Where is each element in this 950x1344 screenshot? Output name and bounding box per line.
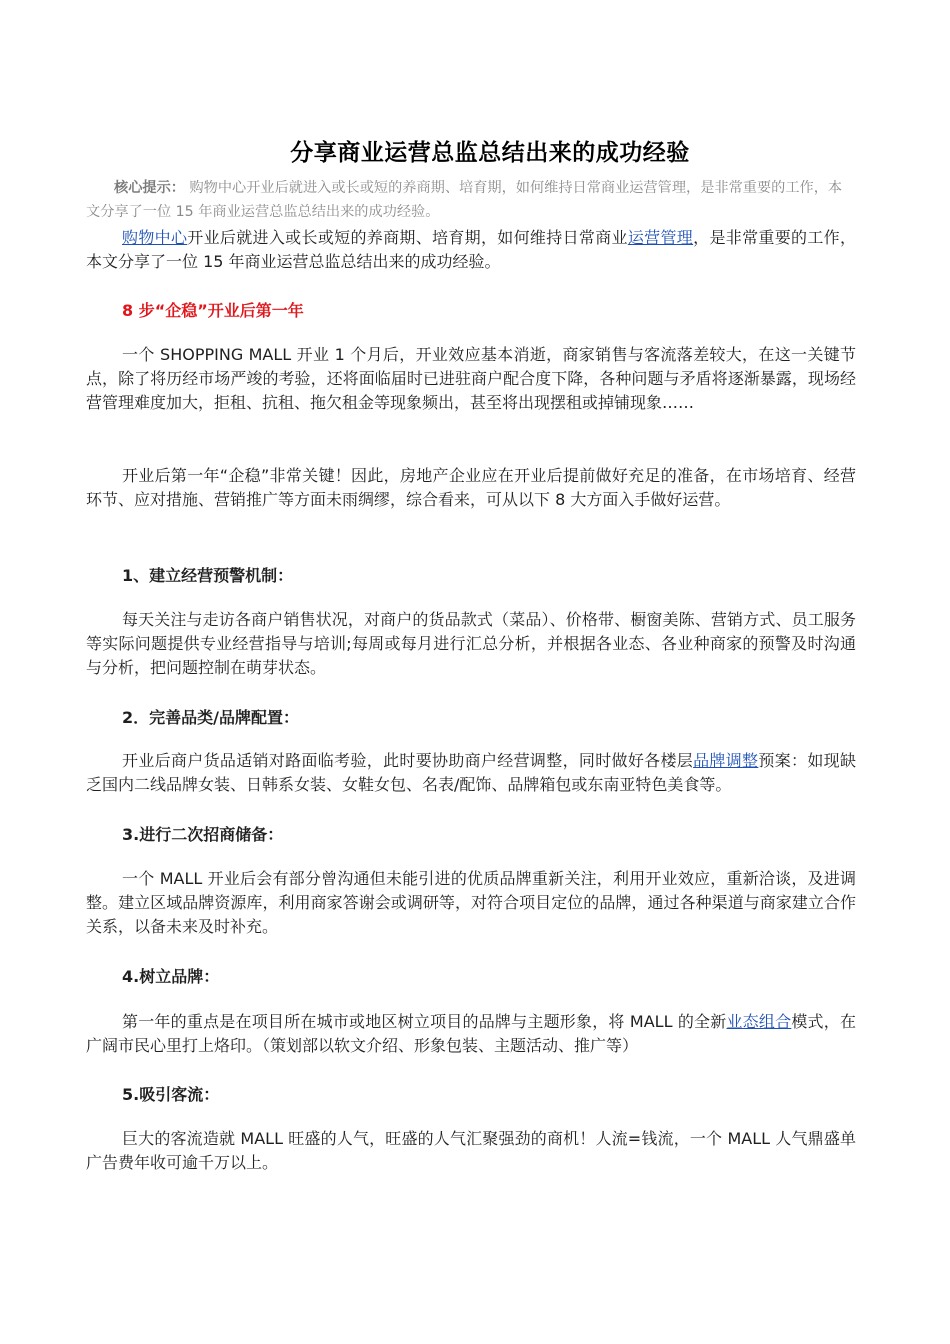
intro-text-part2: ，是非常重要的工作，本文分享了一位 15 年商业运营总监总结出来的成功经验。 <box>86 228 856 271</box>
paragraph-step-3: 一个 MALL 开业后会有部分曾沟通但未能引进的优质品牌重新关注，利用开业效应，重新洽谈，及进调整。建立区域品牌资源库，利用商家答谢会或调研等，对符合项目定位的品牌，通过各种渠道与商家建立合作关系，以备未来及时补充。 <box>86 869 856 936</box>
paragraph-step-5: 巨大的客流造就 MALL 旺盛的人气，旺盛的人气汇聚强劲的商机！人流=钱流，一个 MALL 人气鼎盛单广告费年收可逾千万以上。 <box>86 1129 856 1172</box>
heading-step-1: 1、建立经营预警机制： <box>122 566 294 585</box>
link-brand-adjustment[interactable]: 品牌调整 <box>693 751 759 770</box>
paragraph-2: 开业后第一年“企稳”非常关键！因此，房地产企业应在开业后提前做好充足的准备，在市场培育、经营环节、应对措施、营销推广等方面未雨绸缪，综合看来，可从以下 8 大方面入手做好运营。 <box>86 466 856 509</box>
paragraph-step-1: 每天关注与走访各商户销售状况，对商户的货品款式（菜品）、价格带、橱窗美陈、营销方式、员工服务等实际问题提供专业经营指导与培训;每周或每月进行汇总分析，并根据各业态、各业种商家的预警及时沟通与分析，把问题控制在萌芽状态。 <box>86 610 856 677</box>
step-4-text-part1: 第一年的重点是在项目所在城市或地区树立项目的品牌与主题形象，将 MALL 的全新 <box>122 1012 727 1031</box>
section-heading: 8 步“企稳”开业后第一年 <box>122 301 304 320</box>
step-2-text-part1: 开业后商户货品适销对路面临考验，此时要协助商户经营调整，同时做好各楼层 <box>122 751 694 770</box>
paragraph-step-4 <box>86 1010 856 1058</box>
heading-step-3: 3.进行二次招商储备： <box>122 825 284 844</box>
paragraph-step-2 <box>86 749 856 797</box>
heading-step-2: 2．完善品类/品牌配置： <box>122 708 299 727</box>
heading-step-4: 4.树立品牌： <box>122 967 220 986</box>
link-operation-management[interactable]: 运营管理 <box>627 228 694 247</box>
link-shopping-center[interactable]: 购物中心 <box>122 228 188 247</box>
intro-paragraph <box>86 226 856 274</box>
summary-block <box>86 176 856 224</box>
heading-step-5: 5.吸引客流： <box>122 1085 220 1104</box>
step-4-text-part2: 模式，在广阔市民心里打上烙印。（策划部以软文介绍、形象包装、主题活动、推广等） <box>86 1012 856 1055</box>
paragraph-1: 一个 SHOPPING MALL 开业 1 个月后，开业效应基本消逝，商家销售与客流落差较大，在这一关键节点，除了将历经市场严竣的考验，还将面临届时已进驻商户配合度下降，各种问题与矛盾将逐渐暴露，现场经营管理难度加大，拒租、抗租、拖欠租金等现象频出，甚至将出现摆租或掉铺现象…… <box>86 345 856 412</box>
document-title: 分享商业运营总监总结出来的成功经验 <box>290 140 690 166</box>
link-format-combination[interactable]: 业态组合 <box>726 1012 792 1031</box>
summary-label: 核心提示： <box>114 180 185 196</box>
intro-text-part1: 开业后就进入或长或短的养商期、培育期，如何维持日常商业 <box>187 228 628 247</box>
step-2-text-part2: 预案：如现缺乏国内二线品牌女装、日韩系女装、女鞋女包、名表/配饰、品牌箱包或东南亚特色美食等。 <box>86 751 856 794</box>
summary-text: 购物中心开业后就进入或长或短的养商期、培育期，如何维持日常商业运营管理，是非常重要的工作，本文分享了一位 15 年商业运营总监总结出来的成功经验。 <box>86 180 843 220</box>
